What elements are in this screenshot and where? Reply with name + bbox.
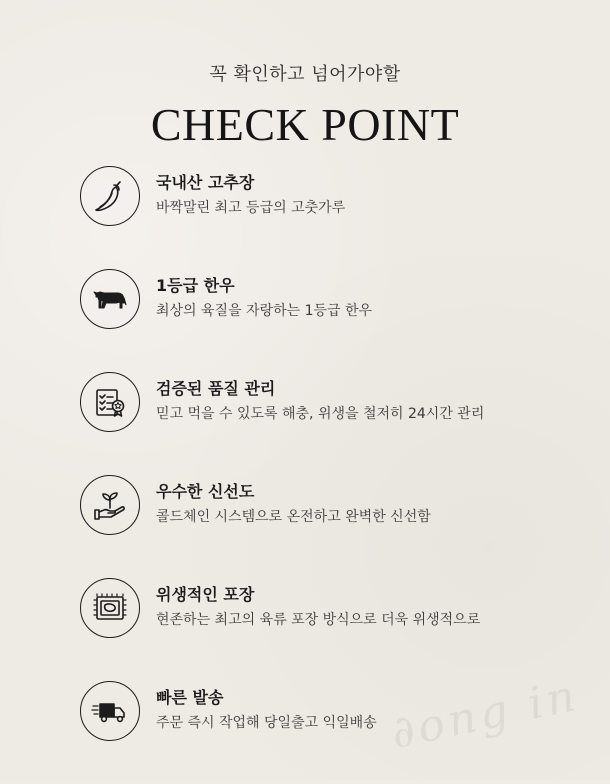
item-title: 빠른 발송	[156, 688, 224, 707]
item-description: 최상의 육질을 자랑하는 1등급 한우	[156, 303, 373, 319]
item-title: 국내산 고추장	[156, 173, 255, 192]
page-title: CHECK POINT	[150, 99, 460, 150]
chili-pepper-icon	[80, 166, 140, 226]
item-description: 믿고 먹을 수 있도록 해충, 위생을 철저히 24시간 관리	[156, 406, 485, 422]
check-point-item	[80, 269, 580, 372]
check-point-item	[80, 166, 580, 269]
item-description: 바짝말린 최고 등급의 고춧가루	[156, 200, 346, 216]
sealed-package-icon	[80, 578, 140, 638]
check-point-item	[80, 578, 580, 681]
header	[0, 60, 610, 151]
signature-watermark: ∂ong in	[386, 669, 584, 760]
item-description: 콜드체인 시스템으로 온전하고 완벽한 신선함	[156, 509, 431, 525]
quality-checklist-icon	[80, 372, 140, 432]
page-subtitle: 꼭 확인하고 넘어가야할	[209, 64, 401, 85]
item-title: 위생적인 포장	[156, 585, 255, 604]
check-point-item	[80, 372, 580, 475]
item-title: 검증된 품질 관리	[156, 379, 276, 398]
check-point-item	[80, 475, 580, 578]
item-description: 현존하는 최고의 육류 포장 방식으로 더욱 위생적으로	[156, 612, 481, 628]
item-title: 1등급 한우	[156, 276, 235, 295]
item-description: 주문 즉시 작업해 당일출고 익일배송	[156, 715, 377, 731]
delivery-truck-icon	[80, 681, 140, 741]
item-title: 우수한 신선도	[156, 482, 255, 501]
cow-icon	[80, 269, 140, 329]
hand-sprout-icon	[80, 475, 140, 535]
